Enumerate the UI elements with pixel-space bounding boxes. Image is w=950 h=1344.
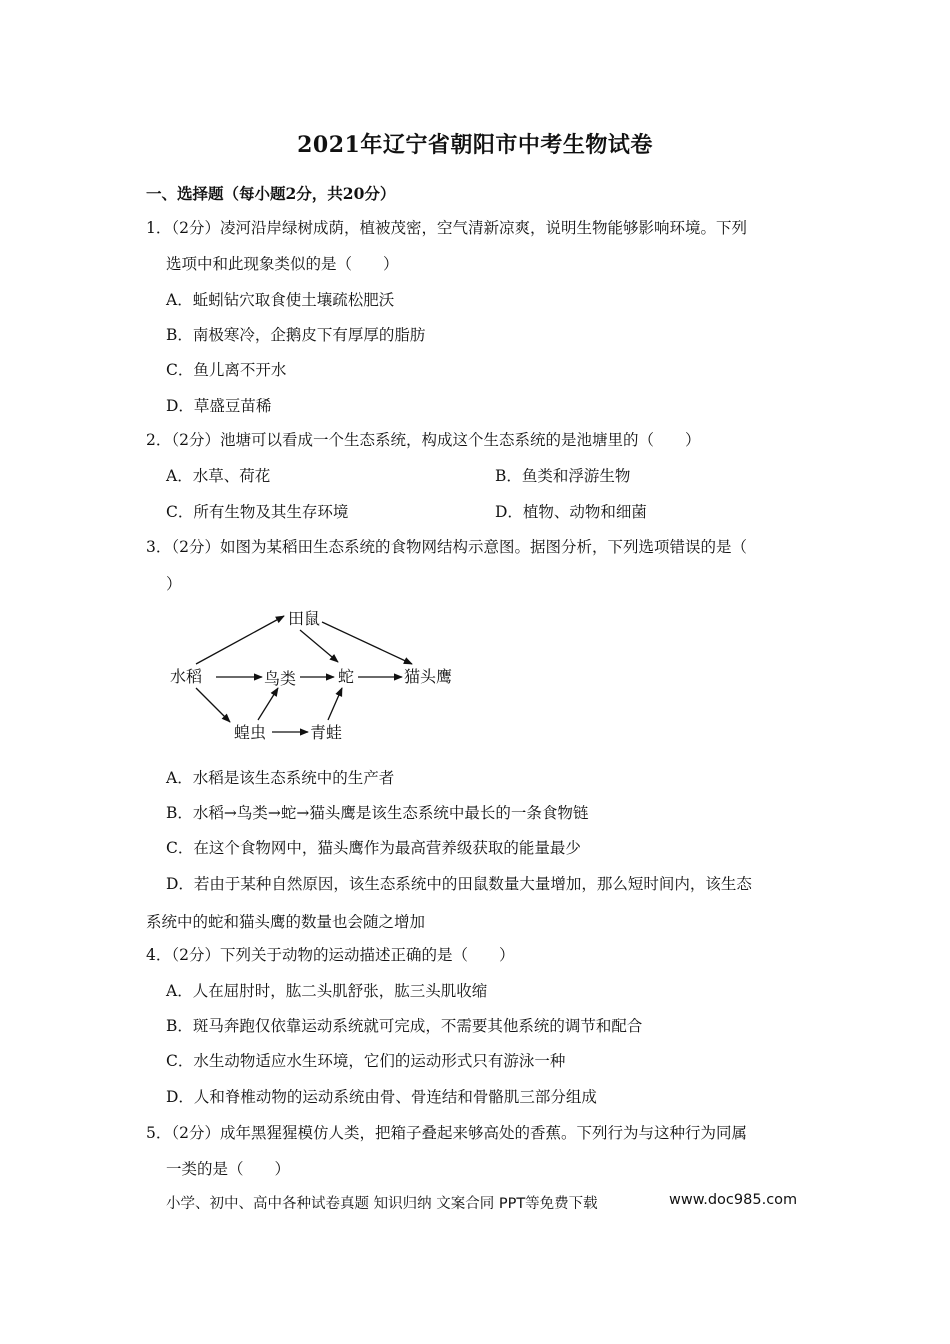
arrow-shuidao-huangchong: [196, 688, 230, 722]
footer-url[interactable]: www.doc985.com: [669, 1192, 798, 1208]
q4-option-d: D．人和脊椎动物的运动系统由骨、骨连结和骨骼肌三部分组成: [166, 1088, 597, 1106]
q3-stem-line1: 3．（2分）如图为某稻田生态系统的食物网结构示意图。据图分析，下列选项错误的是（: [146, 538, 747, 556]
q1-option-d: D．草盛豆苗稀: [166, 397, 272, 415]
q3-stem-line2: ）: [166, 575, 182, 593]
q2-option-c: C．所有生物及其生存环境: [166, 503, 349, 521]
q5-stem-line2: 一类的是（ ）: [166, 1160, 291, 1178]
q4-stem: 4．（2分）下列关于动物的运动描述正确的是（ ）: [146, 946, 515, 964]
q3-option-a: A．水稻是该生态系统中的生产者: [166, 769, 395, 787]
arrow-huangchong-niaolei: [258, 688, 278, 720]
q2-option-b: B．鱼类和浮游生物: [495, 467, 631, 485]
q2-option-d: D．植物、动物和细菌: [495, 503, 647, 521]
q1-stem-line2: 选项中和此现象类似的是（ ）: [166, 255, 399, 273]
arrow-tianshu-she: [300, 630, 338, 662]
q4-option-c: C．水生动物适应水生环境，它们的运动形式只有游泳一种: [166, 1052, 566, 1070]
node-qingwa: 青蛙: [310, 723, 343, 742]
q2-option-a: A．水草、荷花: [166, 467, 271, 485]
q3-option-d-line1: D．若由于某种自然原因，该生态系统中的田鼠数量大量增加，那么短时间内，该生态: [166, 875, 752, 893]
node-shuidao: 水稻: [170, 667, 203, 686]
section-heading: 一、选择题（每小题2分，共20分）: [146, 184, 396, 203]
q1-option-b: B．南极寒冷，企鹅皮下有厚厚的脂肪: [166, 326, 426, 344]
page-footer: [166, 1192, 798, 1213]
q2-stem: 2．（2分）池塘可以看成一个生态系统，构成这个生态系统的是池塘里的（ ）: [146, 431, 701, 449]
q3-option-b: B．水稻→鸟类→蛇→猫头鹰是该生态系统中最长的一条食物链: [166, 804, 589, 822]
q1-stem-line1: 1．（2分）凌河沿岸绿树成荫，植被茂密，空气清新凉爽，说明生物能够影响环境。下列: [146, 219, 747, 237]
q1-option-c: C．鱼儿离不开水: [166, 361, 287, 379]
node-she: 蛇: [338, 667, 355, 686]
q4-option-a: A．人在屈肘时，肱二头肌舒张，肱三头肌收缩: [166, 982, 488, 1000]
arrow-shuidao-tianshu: [196, 616, 284, 664]
arrow-qingwa-she: [328, 688, 342, 720]
node-huangchong: 蝗虫: [234, 723, 267, 742]
node-maotouying: 猫头鹰: [404, 667, 453, 686]
q3-option-c: C．在这个食物网中，猫头鹰作为最高营养级获取的能量最少: [166, 839, 581, 857]
q1-option-a: A．蚯蚓钻穴取食使土壤疏松肥沃: [166, 291, 395, 309]
food-web-diagram: [160, 600, 480, 750]
arrow-tianshu-maotouying: [322, 622, 412, 664]
node-niaolei: 鸟类: [264, 669, 297, 688]
q5-stem-line1: 5．（2分）成年黑猩猩模仿人类，把箱子叠起来够高处的香蕉。下列行为与这种行为同属: [146, 1124, 747, 1142]
page-title: 2021年辽宁省朝阳市中考生物试卷: [297, 132, 653, 158]
node-tianshu: 田鼠: [288, 609, 321, 628]
q3-option-d-line2: 系统中的蛇和猫头鹰的数量也会随之增加: [146, 913, 426, 931]
footer-text: 小学、初中、高中各种试卷真题 知识归纳 文案合同 PPT等免费下载: [166, 1196, 598, 1212]
q4-option-b: B．斑马奔跑仅依靠运动系统就可完成，不需要其他系统的调节和配合: [166, 1017, 643, 1035]
